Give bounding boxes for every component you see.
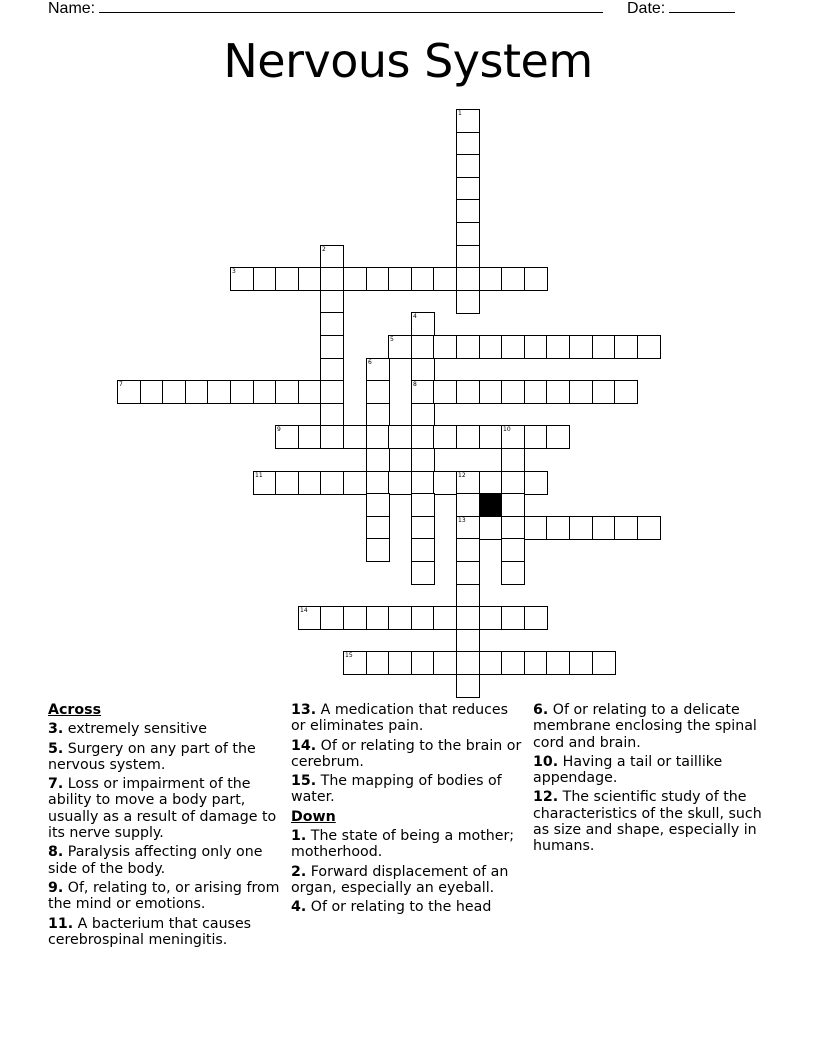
- grid-cell[interactable]: [456, 290, 480, 314]
- clue-number: 1.: [291, 828, 307, 845]
- grid-cell[interactable]: [366, 538, 390, 562]
- grid-cell[interactable]: [433, 651, 457, 675]
- grid-cell[interactable]: [343, 425, 367, 449]
- grid-cell[interactable]: [343, 471, 367, 495]
- grid-cell[interactable]: [320, 425, 344, 449]
- grid-cell[interactable]: [456, 651, 480, 675]
- down-heading: Down: [291, 808, 336, 825]
- clue-number: 7.: [48, 776, 64, 793]
- name-label: Name:: [48, 0, 96, 17]
- grid-cell[interactable]: [546, 335, 570, 359]
- cell-number: 5: [390, 336, 394, 343]
- clue-down-6: [533, 702, 769, 751]
- grid-cell[interactable]: [343, 651, 367, 675]
- grid-cell[interactable]: [298, 267, 322, 291]
- grid-cell[interactable]: [298, 425, 322, 449]
- cell-number: 7: [119, 381, 123, 388]
- name-line[interactable]: [99, 0, 603, 13]
- grid-cell[interactable]: [501, 335, 525, 359]
- grid-cell[interactable]: [524, 471, 548, 495]
- clue-across-9: [48, 880, 284, 913]
- grid-cell[interactable]: [456, 561, 480, 585]
- grid-cell[interactable]: [501, 380, 525, 404]
- clue-number: 8.: [48, 844, 64, 861]
- cell-number: 10: [503, 426, 511, 433]
- grid-cell[interactable]: [479, 606, 503, 630]
- grid-cell[interactable]: [479, 380, 503, 404]
- grid-cell[interactable]: [298, 606, 322, 630]
- grid-cell[interactable]: [320, 290, 344, 314]
- grid-cell[interactable]: [433, 471, 457, 495]
- clue-down-1: [291, 828, 527, 861]
- grid-cell[interactable]: [524, 335, 548, 359]
- clue-text: Forward displacement of an organ, especially an eyeball.: [291, 863, 509, 896]
- grid-cell[interactable]: [614, 335, 638, 359]
- grid-cell[interactable]: [411, 425, 435, 449]
- grid-cell[interactable]: [388, 471, 412, 495]
- grid-cell[interactable]: [366, 516, 390, 540]
- across-heading: Across: [48, 702, 102, 718]
- clue-column-3: [533, 702, 769, 858]
- grid-cell[interactable]: [456, 177, 480, 201]
- grid-cell[interactable]: [298, 471, 322, 495]
- grid-cell[interactable]: [456, 154, 480, 178]
- grid-cell[interactable]: [456, 245, 480, 269]
- grid-cell[interactable]: [366, 380, 390, 404]
- grid-cell[interactable]: [456, 380, 480, 404]
- grid-cell[interactable]: [501, 448, 525, 472]
- clue-text: The state of being a mother; motherhood.: [291, 828, 515, 861]
- clue-column-1: [48, 702, 284, 951]
- grid-cell[interactable]: [592, 335, 616, 359]
- clue-number: 3.: [48, 721, 64, 738]
- grid-cell[interactable]: [456, 606, 480, 630]
- clue-across-3: [48, 721, 284, 737]
- grid-cell[interactable]: [456, 674, 480, 698]
- grid-cell[interactable]: [456, 493, 480, 517]
- grid-cell[interactable]: [320, 358, 344, 382]
- grid-cell[interactable]: [433, 380, 457, 404]
- grid-cell[interactable]: [388, 267, 412, 291]
- grid-cell[interactable]: [546, 651, 570, 675]
- grid-cell[interactable]: [275, 425, 299, 449]
- grid-cell[interactable]: [388, 606, 412, 630]
- grid-cell[interactable]: [592, 651, 616, 675]
- grid-cell[interactable]: [433, 606, 457, 630]
- clue-number: 11.: [48, 915, 74, 932]
- grid-cell[interactable]: [456, 132, 480, 156]
- grid-cell[interactable]: [388, 651, 412, 675]
- grid-cell[interactable]: [185, 380, 209, 404]
- grid-cell[interactable]: [298, 380, 322, 404]
- grid-cell[interactable]: [366, 493, 390, 517]
- grid-cell[interactable]: [320, 335, 344, 359]
- grid-cell[interactable]: [456, 335, 480, 359]
- grid-cell[interactable]: [411, 448, 435, 472]
- grid-cell[interactable]: [366, 358, 390, 382]
- grid-cell[interactable]: [479, 267, 503, 291]
- clue-number: 13.: [291, 702, 317, 718]
- grid-cell[interactable]: [253, 267, 277, 291]
- clue-text: Of or relating to the brain or cerebrum.: [291, 737, 522, 770]
- grid-cell[interactable]: [501, 606, 525, 630]
- date-label: Date:: [627, 0, 666, 17]
- clue-text: Paralysis affecting only one side of the body.: [48, 844, 263, 877]
- cell-number: 8: [413, 381, 417, 388]
- clue-column-2: [291, 702, 527, 919]
- clue-text: Of, relating to, or arising from the mind or emotions.: [48, 879, 280, 913]
- grid-cell[interactable]: [411, 358, 435, 382]
- grid-cell[interactable]: [366, 471, 390, 495]
- clue-text: The scientific study of the characteristics of the skull, such as size and shape, especially in humans.: [533, 789, 762, 855]
- grid-cell[interactable]: [637, 516, 661, 540]
- grid-cell[interactable]: [366, 651, 390, 675]
- page-title: Nervous System: [223, 34, 593, 88]
- grid-cell[interactable]: [524, 651, 548, 675]
- clue-text: The mapping of bodies of water.: [291, 773, 502, 806]
- clue-across-11: [48, 916, 284, 949]
- grid-cell[interactable]: [479, 651, 503, 675]
- date-field[interactable]: [627, 0, 735, 18]
- grid-cell[interactable]: [162, 380, 186, 404]
- grid-cell[interactable]: [275, 380, 299, 404]
- grid-cell[interactable]: [366, 403, 390, 427]
- grid-cell[interactable]: [275, 267, 299, 291]
- clue-number: 15.: [291, 773, 317, 790]
- grid-cell[interactable]: [411, 312, 435, 336]
- grid-cell[interactable]: [524, 380, 548, 404]
- grid-cell[interactable]: [546, 380, 570, 404]
- cell-number: 9: [277, 426, 281, 433]
- grid-cell[interactable]: [117, 380, 141, 404]
- grid-cell[interactable]: [411, 335, 435, 359]
- grid-cell[interactable]: [411, 403, 435, 427]
- clue-number: 6.: [533, 702, 549, 718]
- grid-cell[interactable]: [569, 335, 593, 359]
- clue-number: 14.: [291, 737, 317, 754]
- name-field[interactable]: [48, 0, 603, 18]
- grid-cell[interactable]: [456, 471, 480, 495]
- grid-cell[interactable]: [614, 380, 638, 404]
- clue-text: A bacterium that causes cerebrospinal meningitis.: [48, 915, 252, 948]
- clue-across-5: [48, 741, 284, 774]
- grid-cell[interactable]: [411, 380, 435, 404]
- cell-number: 2: [322, 246, 326, 253]
- grid-cell[interactable]: [456, 425, 480, 449]
- grid-cell[interactable]: [411, 651, 435, 675]
- clue-text: Having a tail or taillike appendage.: [533, 753, 723, 787]
- grid-cell[interactable]: [456, 629, 480, 653]
- clue-text: extremely sensitive: [63, 721, 207, 738]
- grid-cell[interactable]: [366, 267, 390, 291]
- grid-cell[interactable]: [501, 267, 525, 291]
- clue-across-7: [48, 776, 284, 841]
- cell-number: 14: [300, 607, 308, 614]
- grid-cell[interactable]: [546, 516, 570, 540]
- grid-cell[interactable]: [411, 561, 435, 585]
- cell-number: 12: [458, 472, 466, 479]
- grid-cell[interactable]: [411, 267, 435, 291]
- grid-cell[interactable]: [456, 538, 480, 562]
- grid-cell[interactable]: [320, 403, 344, 427]
- clue-across-13: [291, 702, 527, 735]
- grid-cell[interactable]: [411, 606, 435, 630]
- cell-number: 13: [458, 517, 466, 524]
- grid-cell[interactable]: [479, 471, 503, 495]
- grid-cell[interactable]: [411, 493, 435, 517]
- grid-cell[interactable]: [501, 516, 525, 540]
- clue-down-4: [291, 899, 527, 915]
- grid-cell[interactable]: [501, 561, 525, 585]
- grid-cell[interactable]: [411, 516, 435, 540]
- grid-cell[interactable]: [501, 538, 525, 562]
- grid-cell[interactable]: [524, 267, 548, 291]
- grid-cell[interactable]: [366, 425, 390, 449]
- grid-cell[interactable]: [456, 199, 480, 223]
- grid-cell[interactable]: [140, 380, 164, 404]
- grid-cell[interactable]: [569, 380, 593, 404]
- grid-cell[interactable]: [592, 516, 616, 540]
- grid-cell[interactable]: [320, 380, 344, 404]
- grid-cell[interactable]: [479, 335, 503, 359]
- clue-number: 5.: [48, 740, 64, 757]
- cell-number: 4: [413, 313, 417, 320]
- grid-cell[interactable]: [569, 516, 593, 540]
- grid-cell[interactable]: [320, 245, 344, 269]
- cell-number: 11: [255, 472, 263, 479]
- clue-number: 4.: [291, 899, 307, 916]
- grid-cell[interactable]: [433, 425, 457, 449]
- grid-cell[interactable]: [253, 471, 277, 495]
- grid-cell[interactable]: [320, 267, 344, 291]
- grid-cell[interactable]: [501, 651, 525, 675]
- grid-cell[interactable]: [230, 380, 254, 404]
- grid-cell[interactable]: [479, 425, 503, 449]
- grid-cell[interactable]: [207, 380, 231, 404]
- grid-cell[interactable]: [388, 425, 412, 449]
- grid-cell[interactable]: [456, 584, 480, 608]
- clue-across-15: [291, 773, 527, 806]
- grid-cell[interactable]: [456, 516, 480, 540]
- clue-down-12: [533, 789, 769, 854]
- clue-number: 12.: [533, 789, 559, 806]
- grid-cell[interactable]: [569, 651, 593, 675]
- clue-number: 2.: [291, 863, 307, 880]
- grid-cell[interactable]: [524, 606, 548, 630]
- clue-number: 9.: [48, 879, 64, 896]
- grid-cell[interactable]: [501, 471, 525, 495]
- cell-number: 6: [368, 359, 372, 366]
- grid-cell[interactable]: [230, 267, 254, 291]
- grid-cell[interactable]: [411, 538, 435, 562]
- grid-cell[interactable]: [546, 425, 570, 449]
- grid-cell[interactable]: [456, 222, 480, 246]
- cell-number: 15: [345, 652, 353, 659]
- grid-cell[interactable]: [411, 471, 435, 495]
- grid-cell[interactable]: [456, 267, 480, 291]
- clue-text: Loss or impairment of the ability to move a body part, usually as a result of damage to its nerve supply.: [48, 776, 277, 842]
- date-line[interactable]: [669, 0, 735, 13]
- grid-cell[interactable]: [253, 380, 277, 404]
- grid-cell[interactable]: [343, 606, 367, 630]
- grid-block-cell: [479, 493, 503, 517]
- clue-number: 10.: [533, 753, 559, 770]
- grid-cell[interactable]: [501, 425, 525, 449]
- grid-cell[interactable]: [433, 267, 457, 291]
- grid-cell[interactable]: [592, 380, 616, 404]
- grid-cell[interactable]: [637, 335, 661, 359]
- grid-cell[interactable]: [320, 471, 344, 495]
- grid-cell[interactable]: [433, 335, 457, 359]
- grid-cell[interactable]: [614, 516, 638, 540]
- clue-across-8: [48, 844, 284, 877]
- grid-cell[interactable]: [343, 267, 367, 291]
- grid-cell[interactable]: [524, 425, 548, 449]
- grid-cell[interactable]: [320, 606, 344, 630]
- clue-down-2: [291, 864, 527, 897]
- grid-cell[interactable]: [501, 493, 525, 517]
- grid-cell[interactable]: [388, 335, 412, 359]
- grid-cell[interactable]: [366, 606, 390, 630]
- grid-cell[interactable]: [524, 516, 548, 540]
- clue-text: Of or relating to the head: [306, 899, 492, 916]
- clue-across-14: [291, 738, 527, 771]
- grid-cell[interactable]: [275, 471, 299, 495]
- cell-number: 1: [458, 110, 462, 117]
- grid-cell[interactable]: [366, 448, 390, 472]
- grid-cell[interactable]: [320, 312, 344, 336]
- grid-cell[interactable]: [479, 516, 503, 540]
- clue-down-10: [533, 754, 769, 787]
- cell-number: 3: [232, 268, 236, 275]
- grid-cell[interactable]: [456, 109, 480, 133]
- clue-text: Surgery on any part of the nervous system.: [48, 740, 256, 773]
- clue-text: Of or relating to a delicate membrane enclosing the spinal cord and brain.: [533, 702, 757, 751]
- clue-text: A medication that reduces or eliminates pain.: [291, 702, 509, 735]
